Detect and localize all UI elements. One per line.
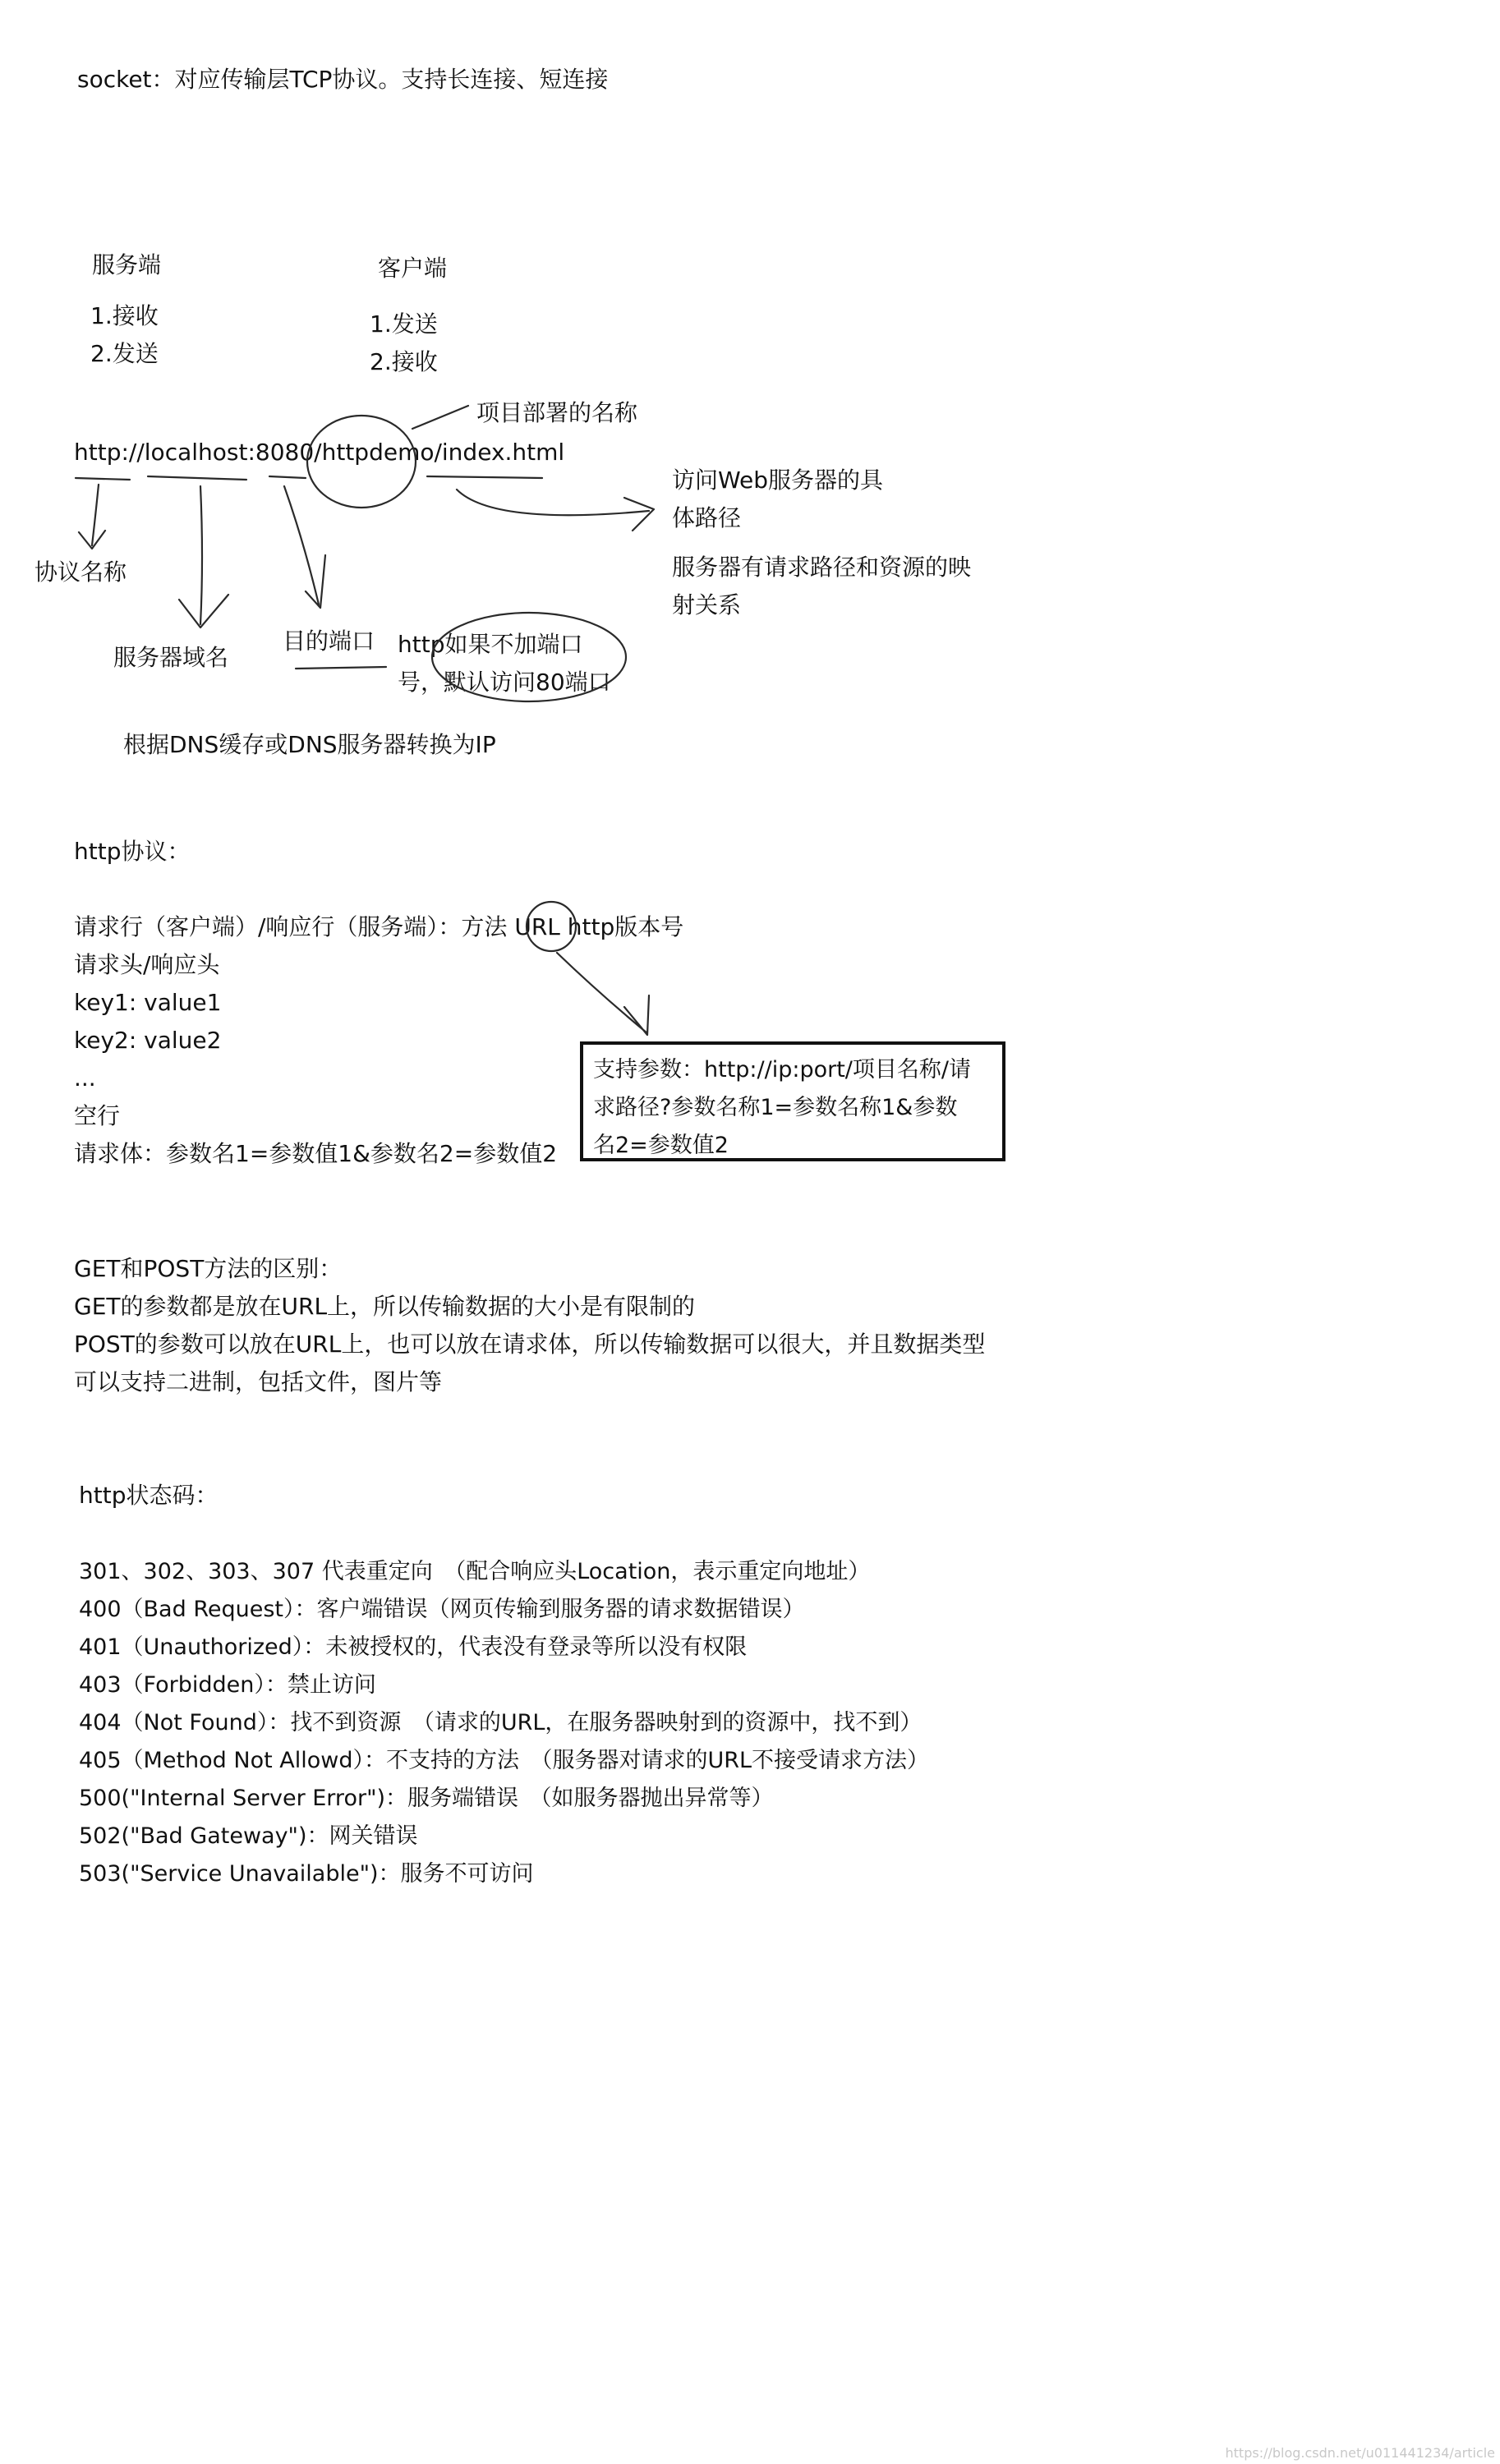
get-post-line1: GET的参数都是放在URL上，所以传输数据的大小是有限制的 (74, 1293, 696, 1320)
intro-text: socket：对应传输层TCP协议。支持长连接、短连接 (77, 66, 609, 93)
mapping-note-line2: 射关系 (672, 591, 742, 618)
get-post-line2: POST的参数可以放在URL上，也可以放在请求体，所以传输数据可以很大，并且数据类型 (74, 1331, 986, 1358)
protocol-underline (76, 478, 130, 480)
http-line-key1: key1: value1 (74, 989, 222, 1016)
watermark: https://blog.csdn.net/u011441234/article (1225, 2445, 1495, 2461)
resource-path-label-line1: 访问Web服务器的具 (672, 467, 884, 494)
domain-label: 服务器域名 (113, 644, 229, 671)
project-name-pointer (412, 406, 468, 429)
port-note-connector (296, 667, 386, 669)
http-line-blank: 空行 (74, 1102, 121, 1129)
port-arrow (284, 486, 325, 608)
server-item-send: 2.发送 (90, 340, 159, 367)
mapping-note-line1: 服务器有请求路径和资源的映 (672, 554, 972, 581)
dns-note: 根据DNS缓存或DNS服务器转换为IP (123, 731, 496, 758)
path-underline (427, 476, 542, 478)
client-item-receive: 2.接收 (370, 348, 438, 375)
port-note-line2: 号，默认访问80端口 (398, 669, 611, 696)
protocol-arrow (79, 485, 105, 549)
status-405: 405（Method Not Allowd）：不支持的方法 （服务器对请求的URL不接受请求方法） (79, 1748, 930, 1773)
client-title: 客户端 (378, 255, 448, 282)
resource-path-label-line2: 体路径 (672, 504, 742, 531)
http-line-ellipsis: ... (74, 1064, 96, 1092)
status-403: 403（Forbidden）：禁止访问 (79, 1672, 376, 1698)
domain-underline (148, 476, 246, 480)
http-line-key2: key2: value2 (74, 1027, 222, 1054)
http-section-title: http协议： (74, 838, 191, 865)
url-params-line2: 求路径?参数名称1=参数名称1&参数 (593, 1095, 958, 1120)
port-note-line1: http如果不加端口 (398, 631, 583, 658)
client-item-send: 1.发送 (370, 310, 438, 338)
path-arrow (457, 490, 654, 531)
url-box-arrow (557, 953, 649, 1035)
port-underline (269, 476, 306, 478)
server-title: 服务端 (92, 251, 162, 278)
status-title: http状态码： (79, 1482, 219, 1509)
status-404: 404（Not Found）：找不到资源 （请求的URL，在服务器映射到的资源中，找不到） (79, 1710, 923, 1735)
url-params-box (580, 1041, 1005, 1161)
status-301: 301、302、303、307 代表重定向 （配合响应头Location，表示重定向地址） (79, 1559, 871, 1584)
url-params-line1: 支持参数：http://ip:port/项目名称/请 (593, 1057, 971, 1083)
url-params-line3: 名2=参数值2 (593, 1133, 729, 1158)
status-401: 401（Unauthorized）：未被授权的，代表没有登录等所以没有权限 (79, 1634, 748, 1660)
project-name-label: 项目部署的名称 (476, 399, 638, 426)
status-500: 500("Internal Server Error")：服务端错误 （如服务器抛出异常等） (79, 1786, 774, 1811)
http-line-request-line: 请求行（客户端）/响应行（服务端）：方法 URL http版本号 (74, 913, 684, 940)
server-item-receive: 1.接收 (90, 302, 159, 329)
port-label: 目的端口 (283, 627, 375, 655)
http-line-body: 请求体：参数名1=参数值1&参数名2=参数值2 (74, 1140, 558, 1167)
domain-arrow (179, 486, 228, 627)
protocol-label: 协议名称 (35, 559, 127, 586)
url-example: http://localhost:8080/httpdemo/index.html (74, 439, 565, 466)
status-400: 400（Bad Request）：客户端错误（网页传输到服务器的请求数据错误） (79, 1597, 805, 1622)
http-line-headers: 请求头/响应头 (74, 951, 220, 978)
status-502: 502("Bad Gateway")：网关错误 (79, 1823, 418, 1849)
get-post-title: GET和POST方法的区别： (74, 1255, 343, 1282)
get-post-line3: 可以支持二进制，包括文件，图片等 (74, 1368, 443, 1395)
status-503: 503("Service Unavailable")：服务不可访问 (79, 1861, 534, 1887)
